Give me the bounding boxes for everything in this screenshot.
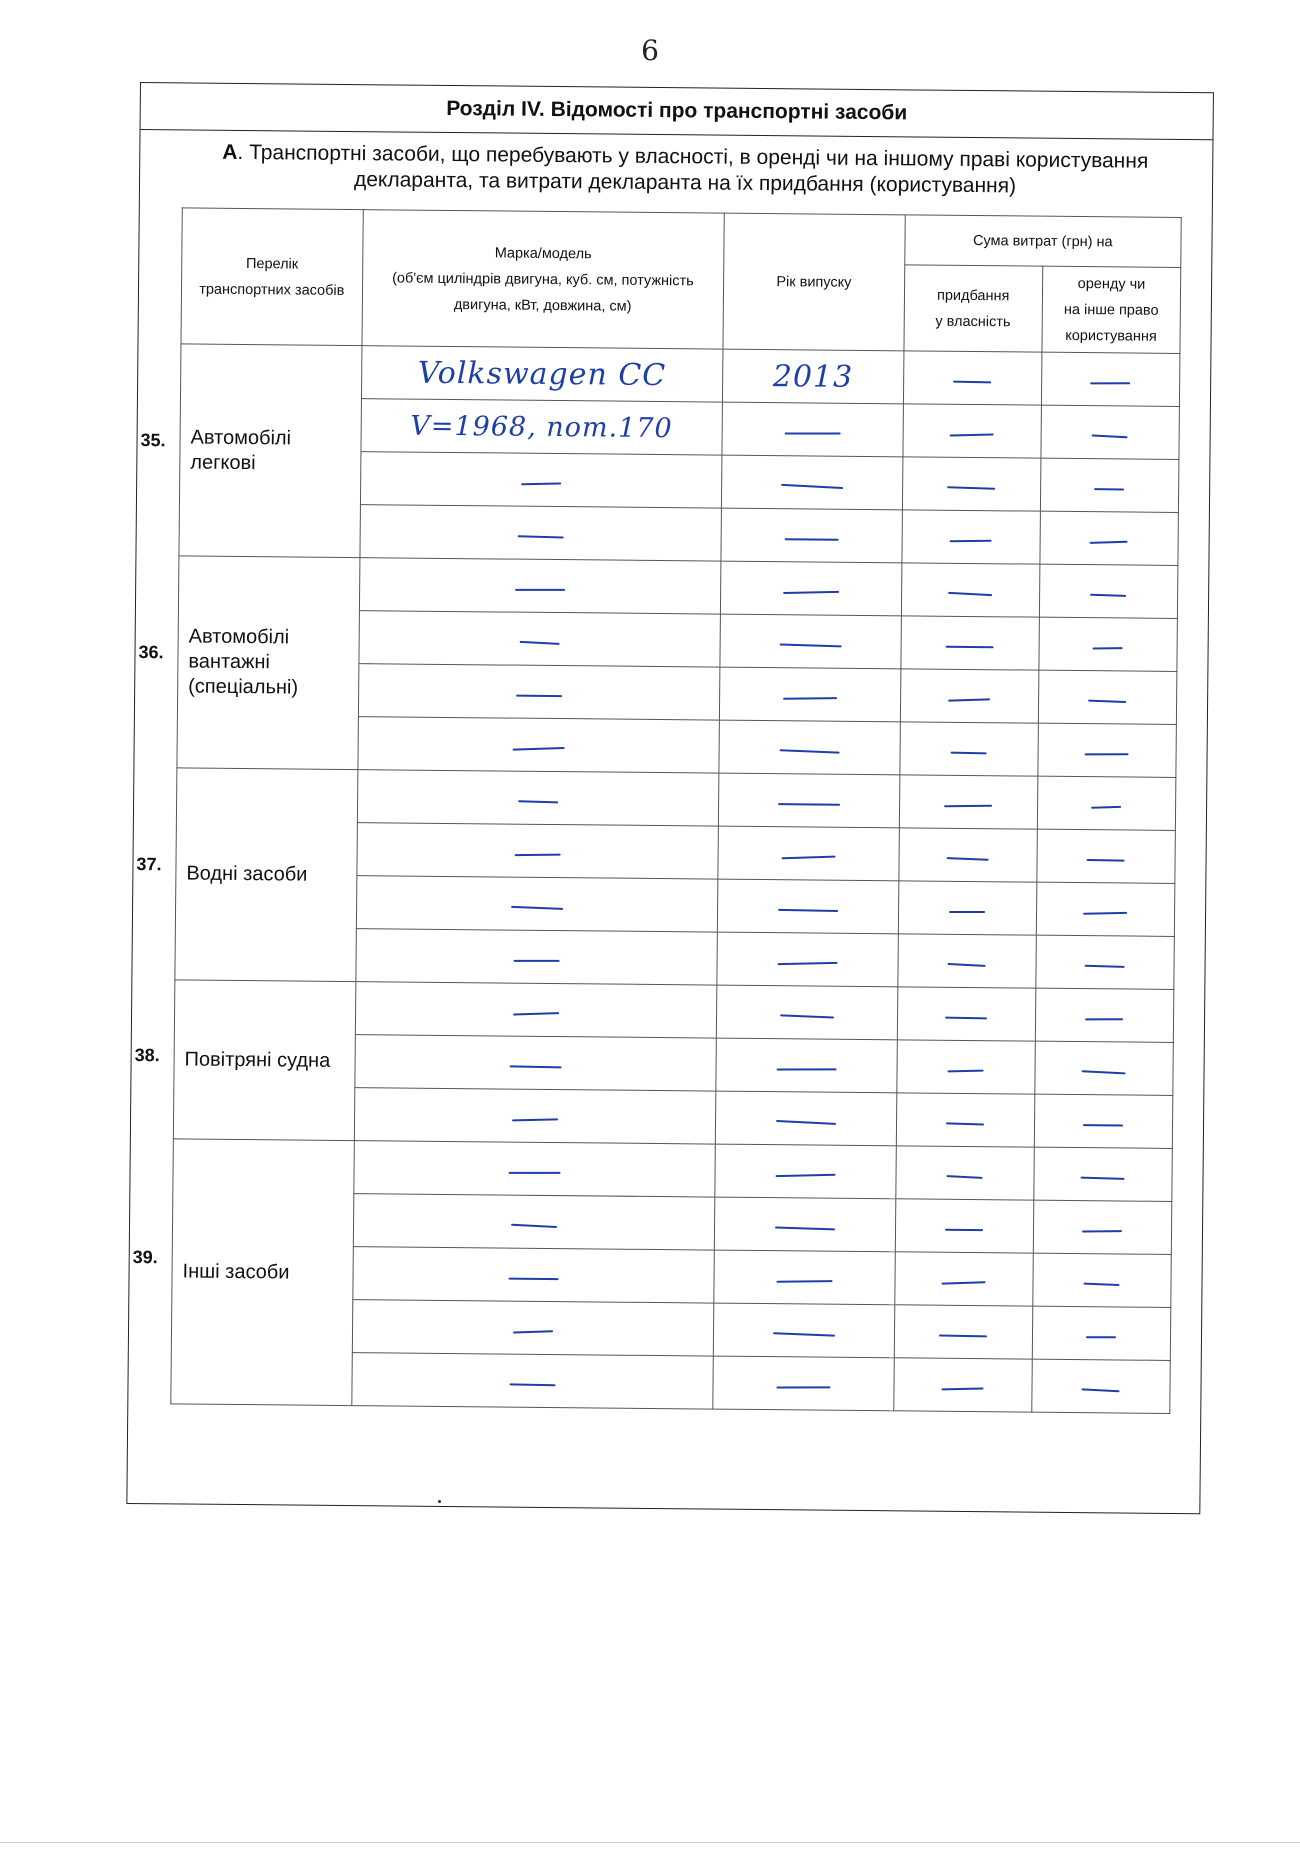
category-cell xyxy=(132,1139,354,1406)
lease-cell xyxy=(1037,776,1176,830)
empty-dash-mark xyxy=(946,645,994,647)
year-cell xyxy=(716,1038,897,1093)
empty-dash-mark xyxy=(948,698,990,701)
empty-dash-mark xyxy=(942,1281,986,1284)
table-row xyxy=(174,980,1173,1043)
year-cell xyxy=(721,455,902,510)
lease-cell xyxy=(1041,352,1180,406)
empty-dash-mark xyxy=(942,1387,984,1390)
empty-dash-mark xyxy=(516,694,562,696)
empty-dash-mark xyxy=(513,1330,553,1333)
empty-dash-mark xyxy=(779,749,839,753)
empty-dash-mark xyxy=(514,853,560,856)
lease-cell xyxy=(1041,405,1180,459)
empty-dash-mark xyxy=(776,1280,832,1283)
category-number: 35. xyxy=(140,430,166,451)
model-cell xyxy=(354,1088,716,1144)
header-lease xyxy=(1042,266,1181,353)
purchase-cell xyxy=(900,669,1039,723)
empty-dash-mark xyxy=(947,1175,983,1179)
empty-dash-mark xyxy=(508,1277,558,1279)
model-cell xyxy=(356,876,718,932)
year-cell xyxy=(715,1091,896,1146)
empty-dash-mark xyxy=(950,433,994,436)
purchase-cell xyxy=(902,457,1041,511)
empty-dash-mark xyxy=(515,588,565,590)
year-cell xyxy=(717,932,898,987)
category-number: 37. xyxy=(136,854,162,875)
category-label-line: легкові xyxy=(190,451,256,474)
empty-dash-mark xyxy=(1087,858,1125,861)
empty-dash-mark xyxy=(518,800,558,803)
lease-cell xyxy=(1039,564,1178,618)
empty-dash-mark xyxy=(950,539,992,541)
empty-dash-mark xyxy=(512,747,564,751)
empty-dash-mark xyxy=(781,855,835,859)
lease-cell xyxy=(1033,1200,1172,1254)
empty-dash-mark xyxy=(1085,964,1125,967)
lease-cell xyxy=(1036,882,1175,936)
purchase-cell xyxy=(901,563,1040,617)
category-label-line: Автомобілі xyxy=(188,625,290,649)
table-row xyxy=(178,556,1177,619)
lease-cell xyxy=(1040,511,1179,565)
empty-dash-mark xyxy=(778,803,840,806)
table-row xyxy=(180,344,1179,407)
empty-dash-mark xyxy=(783,697,837,700)
empty-dash-mark xyxy=(512,1118,558,1121)
model-cell xyxy=(353,1194,715,1250)
year-cell xyxy=(722,402,903,457)
category-cell xyxy=(134,980,355,1141)
handwritten-year: 2013 xyxy=(772,358,854,395)
model-cell xyxy=(355,1035,717,1091)
year-cell xyxy=(719,667,900,722)
lease-cell xyxy=(1038,670,1177,724)
model-cell xyxy=(356,929,718,985)
model-cell xyxy=(359,611,721,667)
year-cell xyxy=(721,508,902,563)
purchase-cell xyxy=(893,1358,1032,1412)
empty-dash-mark xyxy=(1091,382,1131,384)
year-cell xyxy=(713,1303,894,1358)
model-cell xyxy=(360,505,722,561)
empty-dash-mark xyxy=(508,1171,560,1173)
purchase-cell xyxy=(899,775,1038,829)
header-model-line1: Марка/модель xyxy=(494,244,592,262)
model-cell xyxy=(359,558,721,614)
subtitle-letter: А xyxy=(222,140,238,164)
model-cell xyxy=(358,717,720,773)
empty-dash-mark xyxy=(948,963,986,967)
model-cell xyxy=(353,1141,715,1197)
model-cell xyxy=(357,823,719,879)
model-cell xyxy=(355,982,717,1038)
table-row xyxy=(173,1139,1172,1202)
empty-dash-mark xyxy=(776,1119,836,1124)
empty-dash-mark xyxy=(945,1228,983,1230)
empty-dash-mark xyxy=(784,538,838,541)
header-lease-line2: на інше право xyxy=(1063,301,1159,319)
purchase-cell xyxy=(896,1093,1035,1147)
lease-cell xyxy=(1033,1253,1172,1307)
empty-dash-mark xyxy=(1086,1336,1116,1338)
empty-dash-mark xyxy=(511,905,563,909)
empty-dash-mark xyxy=(1090,593,1126,596)
purchase-cell xyxy=(903,404,1042,458)
empty-dash-mark xyxy=(783,590,839,593)
model-cell xyxy=(352,1247,714,1303)
purchase-cell xyxy=(897,987,1036,1041)
empty-dash-mark xyxy=(779,643,841,647)
header-vehicle-list-line2: транспортних засобів xyxy=(199,281,345,299)
empty-dash-mark xyxy=(781,483,843,488)
empty-dash-mark xyxy=(775,1226,835,1230)
year-cell xyxy=(720,614,901,669)
purchase-cell xyxy=(897,934,1036,988)
empty-dash-mark xyxy=(947,857,989,861)
model-cell xyxy=(351,1353,713,1409)
category-label-line: Повітряні судна xyxy=(184,1047,331,1072)
lease-cell xyxy=(1034,1147,1173,1201)
empty-dash-mark xyxy=(945,1016,987,1019)
ink-dot xyxy=(438,1500,441,1503)
header-model xyxy=(362,210,725,349)
purchase-cell xyxy=(894,1305,1033,1359)
empty-dash-mark xyxy=(777,961,837,964)
purchase-cell xyxy=(898,881,1037,935)
empty-dash-mark xyxy=(778,908,838,911)
category-label-line: (спеціальні) xyxy=(188,675,299,699)
empty-dash-mark xyxy=(1082,1070,1126,1074)
table-row xyxy=(176,768,1175,831)
year-cell xyxy=(714,1250,895,1305)
empty-dash-mark xyxy=(776,1386,830,1388)
model-cell xyxy=(361,346,723,402)
empty-dash-mark xyxy=(519,640,559,644)
header-purchase xyxy=(904,265,1043,352)
empty-dash-mark xyxy=(1085,1018,1123,1020)
empty-dash-mark xyxy=(951,751,987,754)
empty-dash-mark xyxy=(949,910,985,912)
empty-dash-mark xyxy=(784,432,840,434)
model-cell xyxy=(361,399,723,455)
purchase-cell xyxy=(894,1252,1033,1306)
category-label-line: Автомобілі xyxy=(190,426,292,449)
empty-dash-mark xyxy=(1092,434,1128,438)
year-cell xyxy=(718,826,899,881)
purchase-cell xyxy=(895,1146,1034,1200)
year-cell xyxy=(716,985,897,1040)
lease-cell xyxy=(1040,458,1179,512)
header-purchase-line1: придбання xyxy=(936,287,1010,304)
empty-dash-mark xyxy=(1095,488,1125,490)
section-title: Розділ IV. Відомості про транспортні засоби xyxy=(141,83,1213,140)
empty-dash-mark xyxy=(513,1012,559,1015)
empty-dash-mark xyxy=(509,1383,555,1386)
category-number: 38. xyxy=(134,1045,160,1066)
category-number: 36. xyxy=(138,642,164,663)
subtitle-text: . Транспортні засоби, що перебувають у власності, в оренді чи на іншому праві користування декларанта, та витрати декларанта на їх придбання (користування) xyxy=(237,140,1149,198)
category-cell xyxy=(136,768,358,982)
header-model-line3: двигуна, кВт, довжина, см) xyxy=(453,296,632,315)
subtitle xyxy=(180,139,1190,201)
lease-cell xyxy=(1038,723,1177,777)
lease-cell xyxy=(1032,1306,1171,1360)
lease-cell xyxy=(1037,829,1176,883)
year-cell xyxy=(718,773,899,828)
purchase-cell xyxy=(895,1199,1034,1253)
purchase-cell xyxy=(902,510,1041,564)
category-number: 39. xyxy=(132,1246,158,1267)
lease-cell xyxy=(1035,1041,1174,1095)
category-cell xyxy=(138,556,360,770)
year-cell xyxy=(714,1197,895,1252)
lease-cell xyxy=(1036,935,1175,989)
model-cell xyxy=(358,664,720,720)
header-purchase-line2: у власність xyxy=(935,313,1011,330)
lease-cell xyxy=(1034,1094,1173,1148)
category-label-line: Водні засоби xyxy=(186,862,308,886)
empty-dash-mark xyxy=(944,804,992,807)
empty-dash-mark xyxy=(511,1223,557,1227)
year-cell xyxy=(719,720,900,775)
vehicles-table-body xyxy=(132,344,1180,1414)
empty-dash-mark xyxy=(947,486,995,489)
empty-dash-mark xyxy=(953,380,991,383)
empty-dash-mark xyxy=(1082,1230,1122,1232)
vehicles-table xyxy=(132,207,1181,1414)
empty-dash-mark xyxy=(948,1069,984,1072)
empty-dash-mark xyxy=(1091,805,1121,808)
empty-dash-mark xyxy=(773,1332,835,1337)
header-vehicle-list xyxy=(181,208,363,346)
header-year: Рік випуску xyxy=(723,213,905,351)
empty-dash-mark xyxy=(521,482,561,485)
empty-dash-mark xyxy=(1084,1282,1120,1285)
empty-dash-mark xyxy=(948,591,992,595)
category-label-line: вантажні xyxy=(188,650,271,674)
header-vehicle-list-line1: Перелік xyxy=(245,255,299,273)
empty-dash-mark xyxy=(1088,699,1126,703)
header-lease-line1: оренду чи xyxy=(1077,275,1146,293)
empty-dash-mark xyxy=(775,1173,835,1176)
purchase-cell xyxy=(900,722,1039,776)
empty-dash-mark xyxy=(509,1065,561,1068)
empty-dash-mark xyxy=(1083,911,1127,914)
empty-dash-mark xyxy=(513,959,559,961)
year-cell xyxy=(720,561,901,616)
lease-cell xyxy=(1032,1359,1171,1413)
year-cell xyxy=(715,1144,896,1199)
purchase-cell xyxy=(903,351,1042,405)
empty-dash-mark xyxy=(1082,1388,1120,1392)
empty-dash-mark xyxy=(1083,1124,1123,1126)
lease-cell xyxy=(1035,988,1174,1042)
category-cell xyxy=(140,344,362,558)
empty-dash-mark xyxy=(780,1014,834,1018)
model-cell xyxy=(357,770,719,826)
handwritten-model: Volkswagen CC xyxy=(417,355,667,393)
purchase-cell xyxy=(896,1040,1035,1094)
empty-dash-mark xyxy=(946,1122,984,1125)
category-label-line: Інші засоби xyxy=(182,1259,290,1283)
page-number: 6 xyxy=(641,34,659,67)
year-cell xyxy=(713,1356,894,1411)
purchase-cell xyxy=(899,828,1038,882)
empty-dash-mark xyxy=(1090,540,1128,543)
model-cell xyxy=(352,1300,714,1356)
handwritten-specs: V=1968, пот.170 xyxy=(410,410,673,444)
empty-dash-mark xyxy=(939,1334,987,1337)
header-expenses-group: Сума витрат (грн) на xyxy=(904,215,1181,268)
section-frame xyxy=(126,82,1214,1514)
header-model-line2: (об'єм циліндрів двигуна, куб. см, потужність xyxy=(392,269,694,289)
purchase-cell xyxy=(901,616,1040,670)
model-cell xyxy=(360,452,722,508)
empty-dash-mark xyxy=(1085,753,1129,755)
empty-dash-mark xyxy=(517,535,563,538)
empty-dash-mark xyxy=(776,1068,836,1070)
lease-cell xyxy=(1039,617,1178,671)
empty-dash-mark xyxy=(1093,647,1123,649)
year-cell xyxy=(722,349,903,404)
scan-edge-line xyxy=(0,1842,1300,1843)
year-cell xyxy=(717,879,898,934)
empty-dash-mark xyxy=(1081,1176,1125,1179)
header-lease-line3: користування xyxy=(1065,327,1157,345)
